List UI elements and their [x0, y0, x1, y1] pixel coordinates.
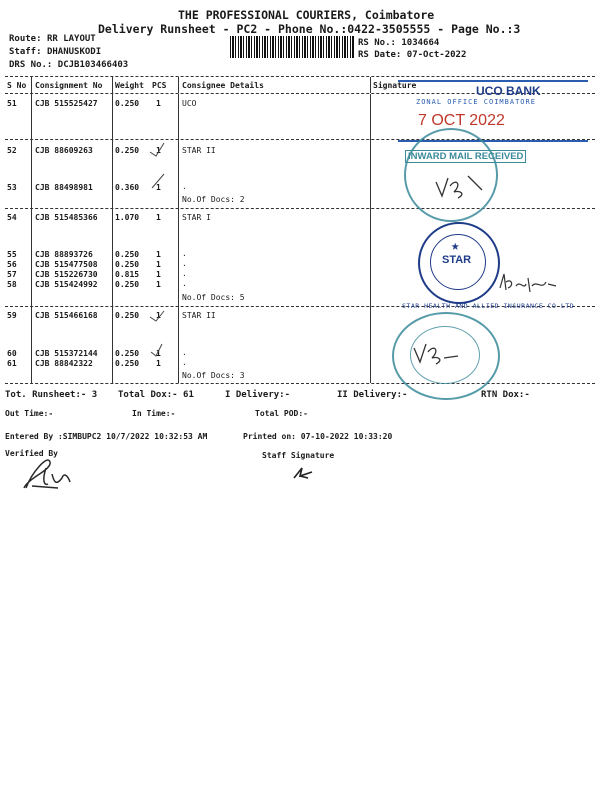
col-divider — [370, 94, 371, 383]
col-divider — [112, 94, 113, 383]
route-line — [9, 34, 96, 44]
uco-date: 7 OCT 2022 — [418, 112, 505, 129]
row-details: STAR II — [182, 146, 216, 155]
route-label: Route: — [9, 34, 42, 44]
drs-label: DRS No.: — [9, 60, 53, 70]
row-consignment: CJB 515424992 — [35, 280, 98, 289]
row-details: UCO — [182, 99, 197, 108]
row-details: . — [182, 259, 187, 268]
col-sno: S No — [7, 81, 27, 90]
row-pcs: 1 — [156, 260, 161, 269]
signature-mark — [410, 338, 470, 368]
row-weight: 0.360 — [115, 183, 140, 192]
row-pcs: 1 — [156, 250, 161, 259]
inward-mail-received: INWARD MAIL RECEIVED — [405, 150, 526, 163]
row-weight: 0.250 — [115, 359, 140, 368]
row-pcs: 1 — [156, 359, 161, 368]
star-health-center: STAR — [442, 254, 472, 266]
row-details: . — [182, 182, 187, 191]
row-consignment: CJB 88609263 — [35, 146, 93, 155]
row-weight: 0.250 — [115, 260, 140, 269]
row-pcs: 1 — [156, 270, 161, 279]
row-sno: 56 — [7, 260, 17, 269]
row-consignment: CJB 515477508 — [35, 260, 98, 269]
row-sno: 53 — [7, 183, 17, 192]
doc-count: No.Of Docs: 3 — [182, 371, 245, 380]
rule-top — [5, 76, 595, 77]
rs-no-value: 1034664 — [401, 38, 440, 48]
row-pcs: 1 — [156, 183, 161, 192]
col-divider — [370, 77, 371, 93]
row-details: . — [182, 249, 187, 258]
row-pcs: 1 — [156, 146, 161, 155]
total-dox: Total Dox:- 61 — [118, 390, 194, 400]
row-sno: 57 — [7, 270, 17, 279]
row-sno: 52 — [7, 146, 17, 155]
row-consignment: CJB 515525427 — [35, 99, 98, 108]
col-signature: Signature — [373, 81, 417, 90]
rs-no-label: RS No.: — [358, 38, 396, 48]
row-weight: 0.250 — [115, 99, 140, 108]
row-pcs: 1 — [156, 349, 161, 358]
tick-mark — [148, 340, 168, 360]
out-time: Out Time:- — [5, 409, 54, 418]
printed-on: Printed on: 07-10-2022 10:33:20 — [243, 432, 393, 441]
tick-mark — [148, 140, 168, 160]
row-consignment: CJB 88893726 — [35, 250, 93, 259]
rs-date-label: RS Date: — [358, 50, 402, 60]
barcode — [230, 36, 355, 58]
row-sno: 58 — [7, 280, 17, 289]
staff-value: DHANUSKODI — [46, 47, 102, 57]
row-weight: 1.070 — [115, 213, 140, 222]
tick-mark — [148, 170, 168, 192]
col-divider — [112, 77, 113, 93]
row-details: . — [182, 348, 187, 357]
staff-signature-mark — [290, 462, 320, 482]
row-sno: 54 — [7, 213, 17, 222]
rs-date-line — [358, 50, 466, 60]
staff-signature: Staff Signature — [262, 451, 335, 460]
rs-no-line — [358, 38, 439, 48]
col-divider — [31, 94, 32, 383]
staff-line — [9, 47, 101, 57]
runsheet-title: Delivery Runsheet - PC2 - Phone No.:0422-3505555 - Page No.:3 — [98, 22, 521, 36]
row-consignment: CJB 515466168 — [35, 311, 98, 320]
row-sno: 60 — [7, 349, 17, 358]
tick-mark — [148, 309, 168, 323]
row-sno: 61 — [7, 359, 17, 368]
i-delivery: I Delivery:- — [225, 390, 291, 400]
row-sno: 51 — [7, 99, 17, 108]
verified-by: Verified By — [5, 449, 58, 458]
col-weight: Weight — [115, 81, 144, 90]
entered-by: Entered By :SIMBUPC2 10/7/2022 10:32:53 AM — [5, 432, 208, 441]
uco-bank-name: UCO BANK — [476, 84, 541, 98]
route-value: RR LAYOUT — [46, 34, 96, 44]
row-sno: 55 — [7, 250, 17, 259]
company-title: THE PROFESSIONAL COURIERS, Coimbatore — [178, 8, 435, 22]
rtn-dox: RTN Dox:- — [481, 390, 530, 400]
star-health-stamp — [418, 222, 500, 304]
rs-date-value: 07-Oct-2022 — [406, 50, 467, 60]
star-health-ring-text: STAR HEALTH AND ALLIED INSURANCE CO LTD — [402, 302, 575, 310]
row-consignment: CJB 515226730 — [35, 270, 98, 279]
row-consignment: CJB 88498981 — [35, 183, 93, 192]
row-weight: 0.250 — [115, 146, 140, 155]
uco-branch: ZONAL OFFICE COIMBATORE — [416, 98, 536, 106]
row-sno: 59 — [7, 311, 17, 320]
row-weight: 0.250 — [115, 311, 140, 320]
col-divider — [178, 94, 179, 383]
row-pcs: 1 — [156, 213, 161, 222]
row-weight: 0.250 — [115, 250, 140, 259]
col-divider — [31, 77, 32, 93]
row-details: STAR II — [182, 311, 216, 320]
row-pcs: 1 — [156, 311, 161, 320]
row-consignment: CJB 515372144 — [35, 349, 98, 358]
drs-line — [9, 60, 128, 70]
uco-bank-stamp — [398, 80, 588, 142]
row-weight: 0.815 — [115, 270, 140, 279]
row-pcs: 1 — [156, 99, 161, 108]
star-icon: ★ — [451, 238, 460, 254]
col-divider — [178, 77, 179, 93]
tot-runsheet: Tot. Runsheet:- 3 — [5, 390, 98, 400]
verifier-signature — [18, 448, 78, 494]
col-consignment: Consignment No — [35, 81, 103, 90]
row-details: . — [182, 358, 187, 367]
in-time: In Time:- — [132, 409, 176, 418]
rule-table-bottom — [5, 383, 595, 384]
drs-value: DCJB103466403 — [57, 60, 129, 70]
row-weight: 0.250 — [115, 280, 140, 289]
doc-count: No.Of Docs: 2 — [182, 195, 245, 204]
doc-count: No.Of Docs: 5 — [182, 293, 245, 302]
row-details: . — [182, 269, 187, 278]
row-weight: 0.250 — [115, 349, 140, 358]
total-pod: Total POD:- — [255, 409, 308, 418]
ii-delivery: II Delivery:- — [337, 390, 408, 400]
row-separator — [5, 208, 595, 209]
row-consignment: CJB 88842322 — [35, 359, 93, 368]
staff-label: Staff: — [9, 47, 42, 57]
signature-mark — [496, 270, 566, 300]
col-pcs: PCS — [152, 81, 167, 90]
row-pcs: 1 — [156, 280, 161, 289]
row-details: STAR I — [182, 213, 211, 222]
signature-mark — [432, 172, 492, 202]
col-details: Consignee Details — [182, 81, 264, 90]
row-consignment: CJB 515485366 — [35, 213, 98, 222]
row-details: . — [182, 279, 187, 288]
